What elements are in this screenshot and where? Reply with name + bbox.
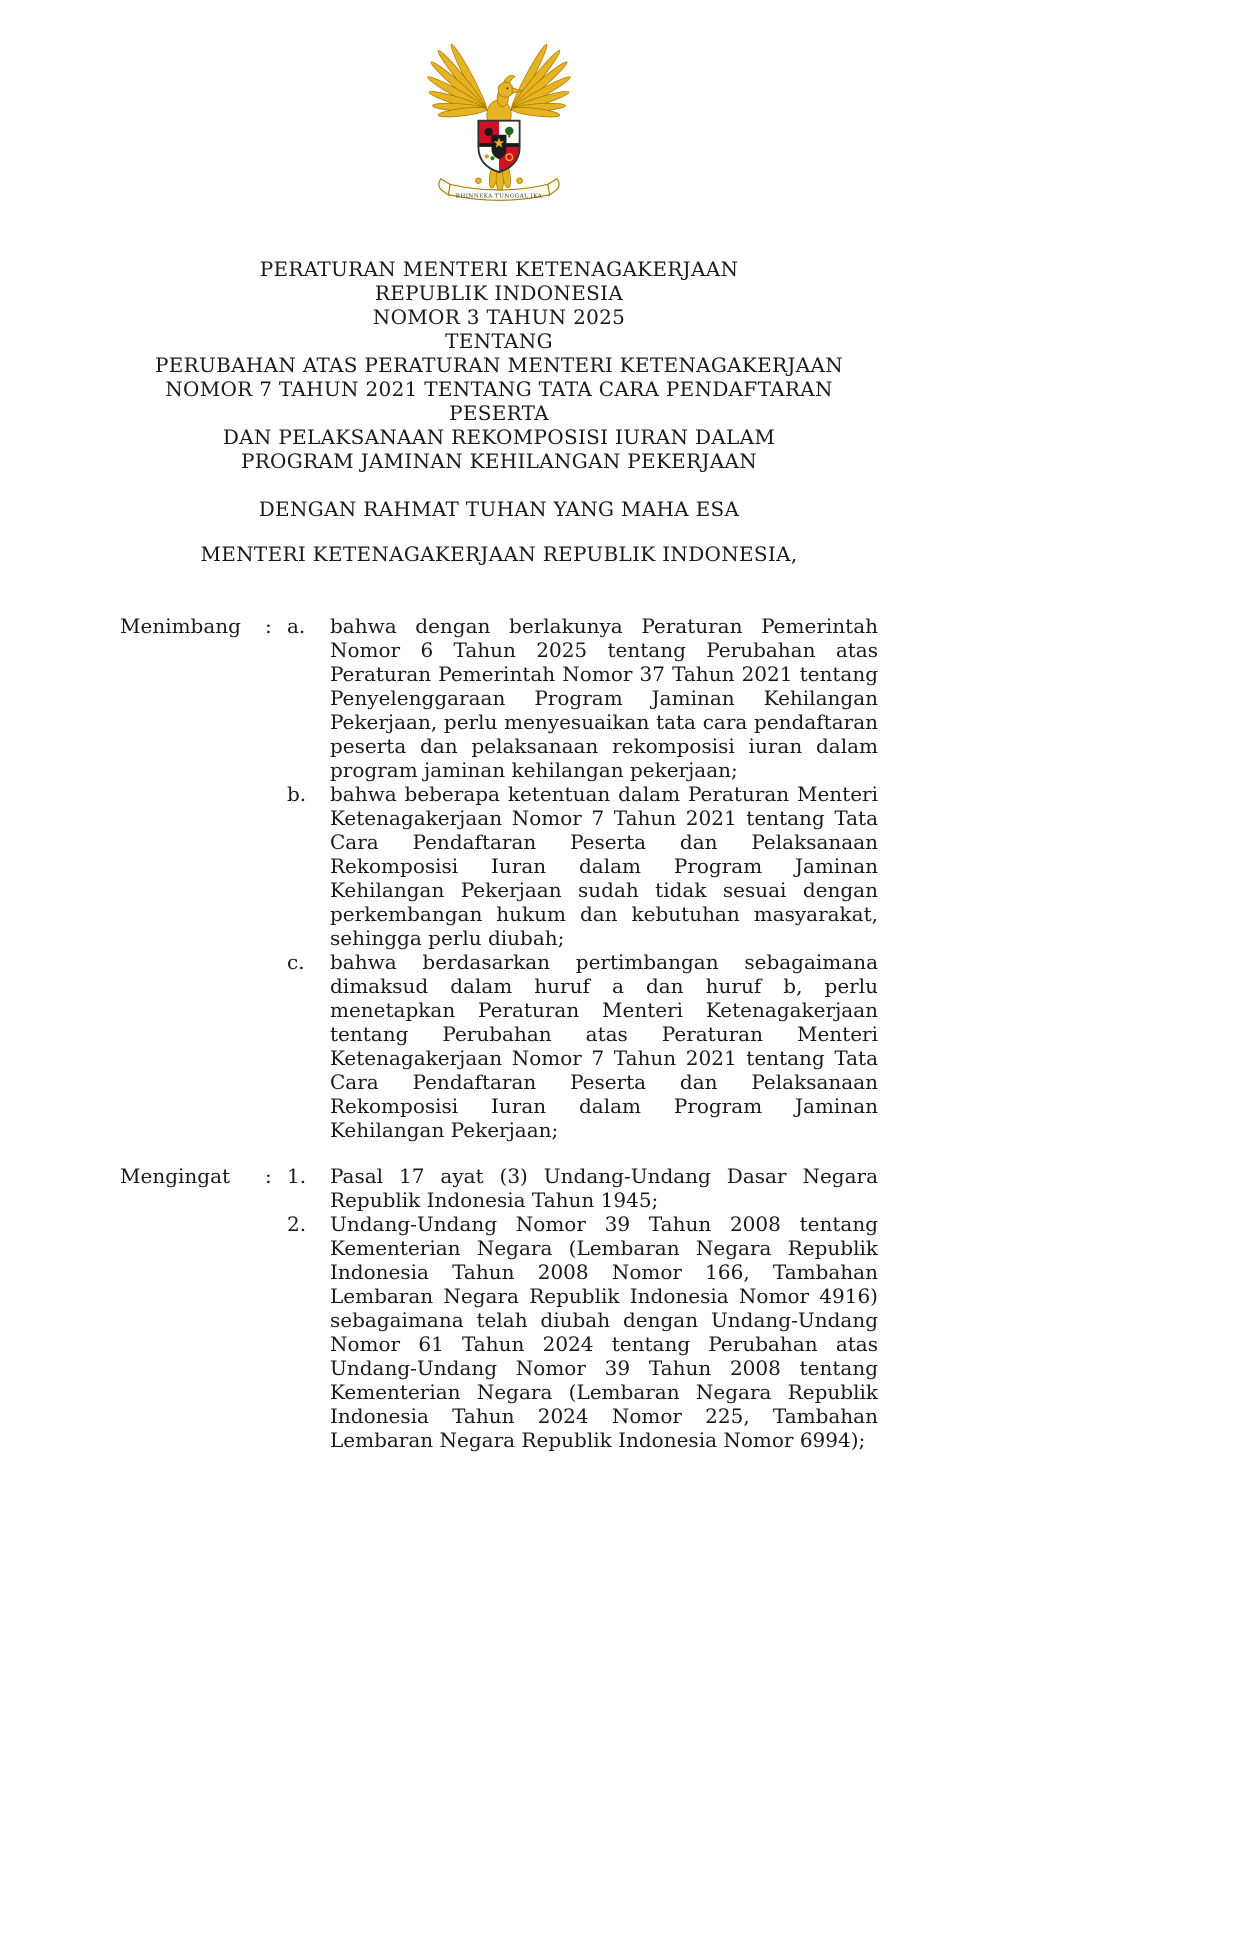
menimbang-item-a-row bbox=[120, 614, 878, 782]
item-marker: a. bbox=[287, 614, 306, 638]
garuda-pancasila-emblem-icon bbox=[424, 38, 574, 207]
mengingat-item-1-row bbox=[120, 1164, 878, 1212]
title-line-8: PROGRAM JAMINAN KEHILANGAN PEKERJAAN bbox=[240, 449, 758, 473]
section-colon: : bbox=[265, 614, 272, 638]
cotton-symbol bbox=[490, 156, 494, 160]
document-title-block bbox=[120, 257, 878, 473]
item-marker: b. bbox=[287, 782, 307, 806]
item-text: bahwa dengan berlakunya Peraturan Pemerintah Nomor 6 Tahun 2025 tentang Perubahan atas Peraturan Pemerintah Nomor 37 Tahun 2021 tentang Penyelenggaraan Program Jaminan Kehilangan Pekerjaan, perlu menyesuaikan tata cara pendaftaran peserta dan pelaksanaan rekomposisi iuran dalam program jaminan kehilangan pekerjaan; bbox=[330, 614, 878, 782]
spacer-cell bbox=[265, 950, 287, 1142]
section-label: Menimbang bbox=[120, 614, 241, 638]
preamble-sections bbox=[120, 614, 878, 1452]
pancasila-shield bbox=[475, 119, 524, 175]
mengingat-item-2-row bbox=[120, 1212, 878, 1452]
title-line-2: REPUBLIK INDONESIA bbox=[374, 281, 624, 305]
title-line-4: TENTANG bbox=[445, 329, 553, 353]
item-marker: c. bbox=[287, 950, 305, 974]
menimbang-item-b-row bbox=[120, 782, 878, 950]
motto-text: BHINNEKA TUNGGAL IKA bbox=[455, 193, 543, 200]
item-marker: 2. bbox=[287, 1212, 307, 1236]
invocation-line: DENGAN RAHMAT TUHAN YANG MAHA ESA bbox=[258, 497, 740, 521]
officiant-line: MENTERI KETENAGAKERJAAN REPUBLIK INDONESIA, bbox=[200, 542, 798, 566]
spacer-cell bbox=[120, 950, 265, 1142]
item-text: bahwa berdasarkan pertimbangan sebagaimana dimaksud dalam huruf a dan huruf b, perlu menetapkan Peraturan Menteri Ketenagakerjaan tentang Perubahan atas Peraturan Menteri Ketenagakerjaan Nomor 7 Tahun 2021 tentang Tata Cara Pendaftaran Peserta dan Pelaksanaan Rekomposisi Iuran dalam Program Jaminan Kehilangan Pekerjaan; bbox=[330, 950, 878, 1142]
item-text: Undang-Undang Nomor 39 Tahun 2008 tentang Kementerian Negara (Lembaran Negara Republik Indonesia Tahun 2008 Nomor 166, Tambahan Lembaran Negara Republik Indonesia Nomor 4916) sebagaimana telah diubah dengan Undang-Undang Nomor 61 Tahun 2024 tentang Perubahan atas Undang-Undang Nomor 39 Tahun 2008 tentang Kementerian Negara (Lembaran Negara Republik Indonesia Tahun 2024 Nomor 225, Tambahan Lembaran Negara Republik Indonesia Nomor 6994); bbox=[330, 1212, 878, 1452]
garuda-eye bbox=[506, 87, 508, 89]
title-line-6: NOMOR 7 TAHUN 2021 TENTANG TATA CARA PENDAFTARAN PESERTA bbox=[165, 377, 833, 425]
title-line-5: PERUBAHAN ATAS PERATURAN MENTERI KETENAGAKERJAAN bbox=[154, 353, 844, 377]
title-line-1: PERATURAN MENTERI KETENAGAKERJAAN bbox=[259, 257, 739, 281]
menimbang-item-c-row bbox=[120, 950, 878, 1142]
spacer-cell bbox=[265, 782, 287, 950]
emblem-container bbox=[120, 0, 878, 207]
spacer-cell bbox=[265, 1212, 287, 1452]
item-marker: 1. bbox=[287, 1164, 307, 1188]
title-line-3: NOMOR 3 TAHUN 2025 bbox=[372, 305, 626, 329]
item-text: bahwa beberapa ketentuan dalam Peraturan Menteri Ketenagakerjaan Nomor 7 Tahun 2021 tentang Tata Cara Pendaftaran Peserta dan Pelaksanaan Rekomposisi Iuran dalam Program Jaminan Kehilangan Pekerjaan sudah tidak sesuai dengan perkembangan hukum dan kebutuhan masyarakat, sehingga perlu diubah; bbox=[330, 782, 878, 950]
item-text: Pasal 17 ayat (3) Undang-Undang Dasar Negara Republik Indonesia Tahun 1945; bbox=[330, 1164, 878, 1212]
section-menimbang bbox=[120, 614, 878, 1142]
section-mengingat bbox=[120, 1164, 878, 1452]
title-line-7: DAN PELAKSANAAN REKOMPOSISI IURAN DALAM bbox=[222, 425, 776, 449]
spacer-cell bbox=[120, 1212, 265, 1452]
spacer-cell bbox=[120, 782, 265, 950]
section-colon: : bbox=[265, 1164, 272, 1188]
rice-symbol bbox=[485, 154, 489, 158]
section-label: Mengingat bbox=[120, 1164, 231, 1188]
